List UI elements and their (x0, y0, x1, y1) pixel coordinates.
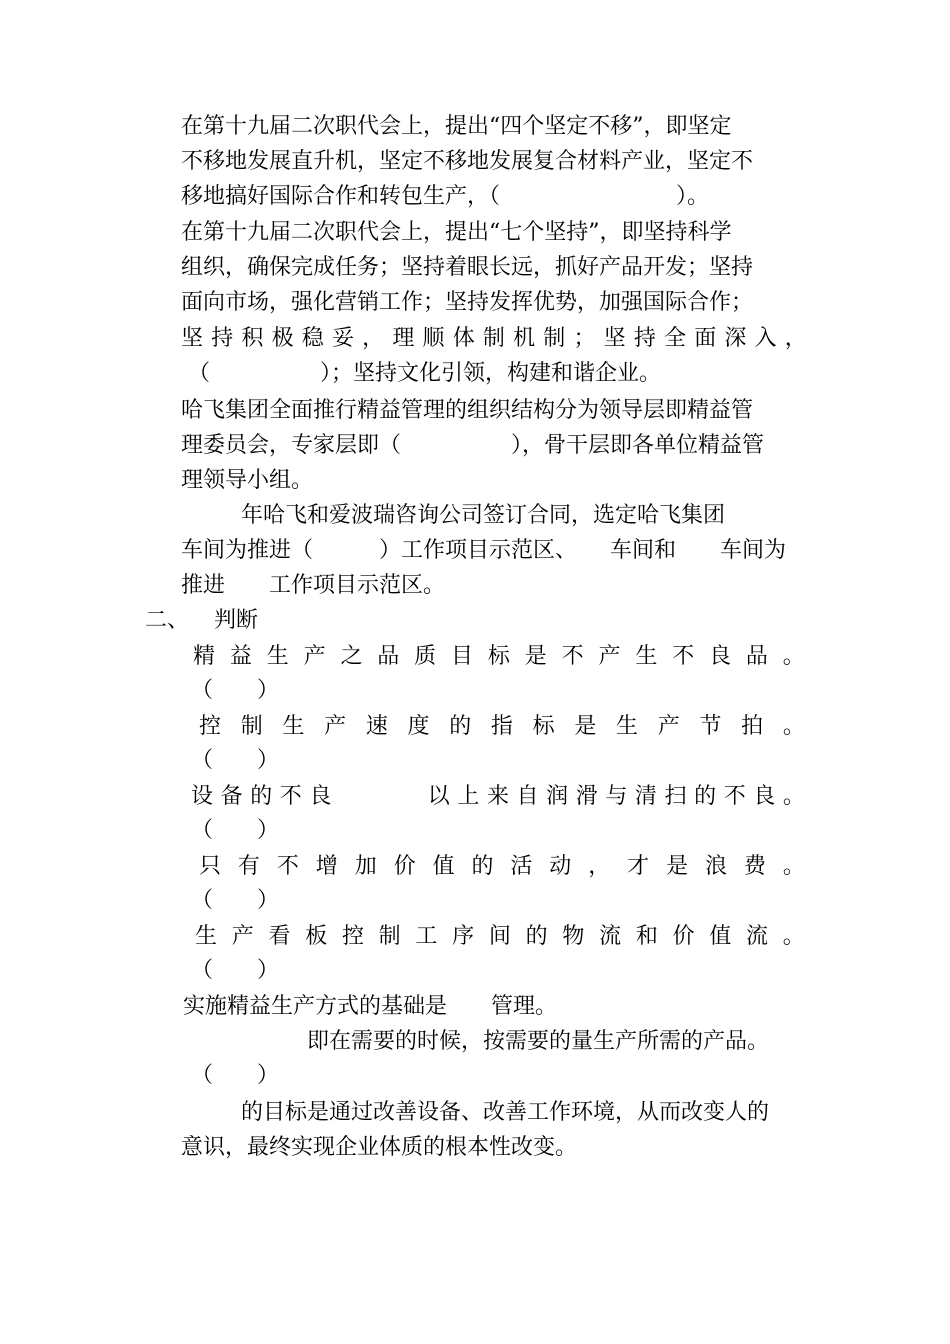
q1-line-2: 不移地发展直升机，坚定不移地发展复合材料产业，坚定不 (181, 149, 754, 174)
q2-line-3: 面向市场，强化营销工作；坚持发挥优势，加强国际合作； (181, 290, 754, 315)
judge-item-3: 设 备 的 不 良 以 上 来 自 润 滑 与 清 扫 的 不 良 。 (191, 784, 805, 809)
judge-item-7: 即在需要的时候，按需要的量生产所需的产品。 (307, 1029, 770, 1054)
q1-line-3: 移地搞好国际合作和转包生产，（ ）。 (181, 184, 710, 209)
section2-number: 二、 (145, 608, 190, 633)
q3-line-1: 哈飞集团全面推行精益管理的组织结构分为领导层即精益管 (181, 398, 754, 423)
q4-line-2: 车间为推进（ ）工作项目示范区、 车间和 车间为 (181, 538, 787, 563)
q3-line-3: 理领导小组。 (181, 468, 314, 493)
judge-item-8-line-2: 意识，最终实现企业体质的根本性改变。 (181, 1135, 578, 1160)
q3-line-2: 理委员会，专家层即（ ），骨干层即各单位精益管 (181, 433, 765, 458)
judge-paren-4: （ ） (191, 888, 280, 913)
q2-line-4: 坚 持 积 极 稳 妥 ， 理 顺 体 制 机 制 ； 坚 持 全 面 深 入 ， (181, 326, 807, 351)
q2-line-1: 在第十九届二次职代会上，提出“七个坚持”，即坚持科学 (181, 220, 732, 245)
judge-paren-3: （ ） (191, 818, 280, 843)
judge-item-8-line-1: 的目标是通过改善设备、改善工作环境，从而改变人的 (241, 1100, 770, 1125)
q2-line-5: （ ）；坚持文化引领，构建和谐企业。 (188, 361, 662, 386)
judge-item-6: 实施精益生产方式的基础是 管理。 (183, 994, 558, 1019)
judge-item-2: 控 制 生 产 速 度 的 指 标 是 生 产 节 拍 。 (199, 714, 805, 739)
judge-paren-5: （ ） (191, 958, 280, 983)
section2-heading: 判断 (214, 608, 259, 633)
judge-item-1: 精 益 生 产 之 品 质 目 标 是 不 产 生 不 良 品 。 (193, 644, 805, 669)
judge-paren-2: （ ） (191, 748, 280, 773)
q1-line-1: 在第十九届二次职代会上，提出“四个坚定不移”，即坚定 (181, 114, 732, 139)
judge-paren-7: （ ） (191, 1063, 280, 1088)
q4-line-1: 年哈飞和爱波瑞咨询公司签订合同，选定哈飞集团 (241, 503, 726, 528)
judge-item-5: 生 产 看 板 控 制 工 序 间 的 物 流 和 价 值 流 。 (195, 924, 805, 949)
judge-paren-1: （ ） (191, 678, 280, 703)
q2-line-2: 组织，确保完成任务；坚持着眼长远，抓好产品开发；坚持 (181, 255, 754, 280)
judge-item-4: 只 有 不 增 加 价 值 的 活 动 ， 才 是 浪 费 。 (199, 854, 805, 879)
q4-line-3: 推进 工作项目示范区。 (181, 573, 446, 598)
